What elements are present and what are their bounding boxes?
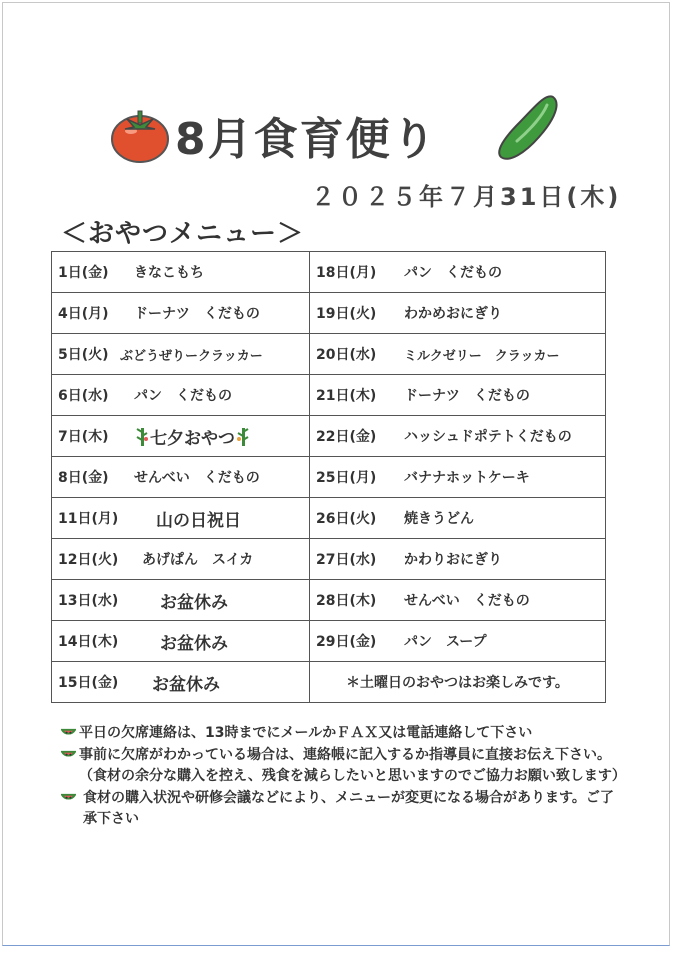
cucumber-icon [495,93,563,163]
menu-date: 15日(金) [58,675,119,691]
table-row [52,334,606,375]
issue-date: ２０２５年７月31日(木) [311,183,622,211]
menu-date: 8日(金) [58,470,109,486]
table-row [52,498,606,539]
page-title: 8月食育便り [175,114,438,165]
menu-item: きなこもち [134,265,204,281]
menu-item: 山の日祝日 [156,510,241,531]
watermelon-icon [61,748,76,763]
menu-item: 焼きうどん [404,511,474,527]
saturday-note: ＊土曜日のおやつはお楽しみです。 [346,675,569,691]
menu-date: 12日(火) [58,552,119,568]
menu-date: 25日(月) [316,470,377,486]
menu-date: 6日(水) [58,388,109,404]
table-row [52,580,606,621]
menu-date: 20日(水) [316,347,377,363]
note-text: 食材の購入状況や研修会議などにより、メニューが変更になる場合があります。ご了承下さい [83,790,614,827]
table-row [52,375,606,416]
watermelon-icon [61,726,76,741]
menu-date: 22日(金) [316,429,377,445]
menu-item: ミルクゼリー クラッカー [404,348,560,364]
menu-date: 14日(木) [58,634,119,650]
notes-section [61,723,626,831]
menu-item: パン スープ [404,634,487,650]
note-text: 平日の欠席連絡は、13時までにメールかＦＡＸ又は電話連絡して下さい [79,725,533,741]
note-item [61,723,621,744]
menu-item: お盆休み [160,633,228,654]
bamboo-icon [136,426,148,446]
menu-date: 26日(火) [316,511,377,527]
menu-item: 七夕おやつ [150,428,235,449]
table-row [52,416,606,457]
menu-date: 5日(火) [58,347,109,363]
menu-date: 7日(木) [58,429,109,445]
menu-date: 21日(木) [316,388,377,404]
menu-item: ぶどうぜりークラッカー [120,348,263,364]
menu-date: 19日(火) [316,306,377,322]
menu-date: 28日(木) [316,593,377,609]
menu-item: お盆休み [160,592,228,613]
menu-item: あげぱん スイカ [142,552,254,568]
menu-date: 11日(月) [58,511,119,527]
menu-date: 29日(金) [316,634,377,650]
menu-date: 1日(金) [58,265,109,281]
menu-item: かわりおにぎり [404,552,502,568]
menu-date: 4日(月) [58,306,109,322]
watermelon-icon [61,791,76,806]
menu-item: ドーナツ くだもの [404,388,530,404]
menu-item: せんべい くだもの [134,470,260,486]
menu-item: ドーナツ くだもの [134,306,260,322]
table-row [52,621,606,662]
menu-date: 27日(水) [316,552,377,568]
menu-item: ハッシュドポテトくだもの [404,429,572,445]
menu-item: せんべい くだもの [404,593,530,609]
title-row [111,93,571,173]
menu-item: パン くだもの [404,265,502,281]
table-row [52,662,606,703]
note-item [61,788,621,830]
table-row [52,539,606,580]
note-item [61,745,626,787]
menu-date: 13日(水) [58,593,119,609]
snack-menu-heading: ＜おやつメニュー＞ [61,219,305,249]
menu-item: お盆休み [152,674,220,695]
table-row [52,252,606,293]
table-row [52,457,606,498]
tomato-icon [111,107,169,163]
table-row [52,293,606,334]
menu-item: バナナホットケーキ [404,470,530,486]
document-page [2,2,670,946]
snack-menu-table [51,251,606,703]
note-text: 事前に欠席がわかっている場合は、連絡帳に記入するか指導員に直接お伝え下さい。（食材の余分な購入を控え、残食を減らしたいと思いますのでご協力お願い致します） [79,747,626,784]
menu-item: わかめおにぎり [404,306,502,322]
menu-date: 18日(月) [316,265,377,281]
menu-item: パン くだもの [134,388,232,404]
bamboo-icon [237,426,249,446]
